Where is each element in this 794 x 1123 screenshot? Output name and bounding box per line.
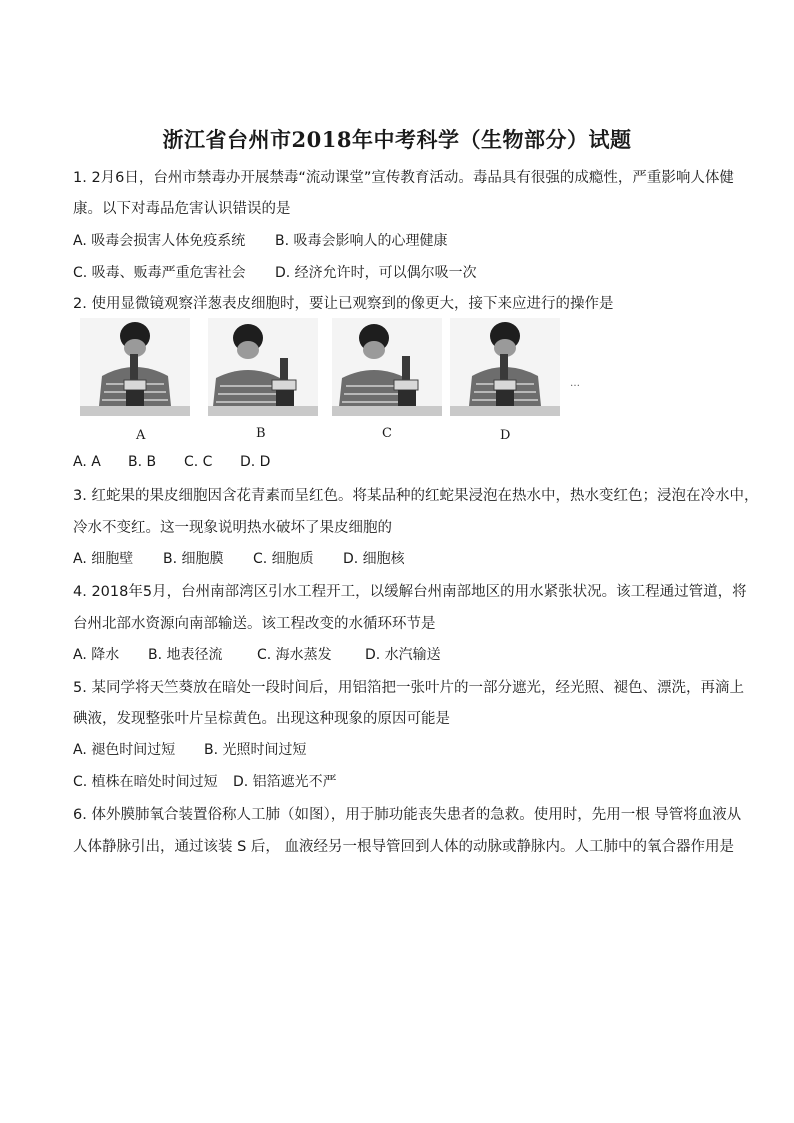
page-title: 浙江省台州市2018年中考科学（生物部分）试题 <box>162 127 632 152</box>
q4-option-a: A. 降水 <box>73 647 120 663</box>
q1-option-a: A. 吸毒会损害人体免疫系统 <box>73 233 246 249</box>
q2-option-b: B. B <box>128 454 157 470</box>
q3-option-c: C. 细胞质 <box>253 551 314 567</box>
figure-label-a: A <box>136 428 146 443</box>
q5-option-c: C. 植株在暗处时间过短 <box>73 774 218 790</box>
q1-option-d: D. 经济允许时，可以偶尔吸一次 <box>275 265 477 281</box>
figure-label-b: B <box>256 426 266 441</box>
q5-line-2: 碘液，发现整张叶片呈棕黄色。出现这种现象的原因可能是 <box>73 711 450 727</box>
figure-c-student-microscope <box>332 318 442 416</box>
q3-line-2: 冷水不变红。这一现象说明热水破坏了果皮细胞的 <box>73 520 392 536</box>
student-microscope-image <box>332 318 442 416</box>
q1-line-2: 康。以下对毒品危害认识错误的是 <box>73 201 291 217</box>
q3-option-a: A. 细胞壁 <box>73 551 134 567</box>
figure-a-student-microscope <box>80 318 190 416</box>
student-microscope-image <box>450 318 560 416</box>
q1-option-b: B. 吸毒会影响人的心理健康 <box>275 233 448 249</box>
q2-option-d: D. D <box>240 454 271 470</box>
student-microscope-image <box>80 318 190 416</box>
q4-line-1: 4. 2018年5月，台州南部湾区引水工程开工，以缓解台州南部地区的用水紧张状况。该工程通过管道，将 <box>73 584 747 600</box>
figure-b-student-microscope <box>208 318 318 416</box>
q5-option-b: B. 光照时间过短 <box>204 742 307 758</box>
q3-line-1: 3. 红蛇果的果皮细胞因含花青素而呈红色。将某品种的红蛇果浸泡在热水中，热水变红色；浸泡在冷水中， <box>73 488 759 504</box>
q6-line-1: 6. 体外膜肺氧合装置俗称人工肺（如图），用于肺功能丧失患者的急救。使用时，先用一根 导管将血液从 <box>73 807 742 823</box>
q2-line-1: 2. 使用显微镜观察洋葱表皮细胞时，要让已观察到的像更大，接下来应进行的操作是 <box>73 296 614 312</box>
figure-ellipsis: … <box>570 378 580 389</box>
figure-label-d: D <box>500 428 511 443</box>
q4-line-2: 台州北部水资源向南部输送。该工程改变的水循环环节是 <box>73 616 436 632</box>
student-microscope-image <box>208 318 318 416</box>
q1-option-c: C. 吸毒、贩毒严重危害社会 <box>73 265 246 281</box>
q5-option-a: A. 褪色时间过短 <box>73 742 176 758</box>
q4-option-c: C. 海水蒸发 <box>257 647 332 663</box>
q3-option-d: D. 细胞核 <box>343 551 405 567</box>
q2-option-a: A. A <box>73 454 101 470</box>
q4-option-d: D. 水汽输送 <box>365 647 441 663</box>
q6-line-2: 人体静脉引出，通过该装 S 后， 血液经另一根导管回到人体的动脉或静脉内。人工肺中的氧合器作用是 <box>73 839 735 855</box>
microscope-figure-row <box>80 318 600 443</box>
figure-d-student-microscope <box>450 318 560 416</box>
q1-line-1: 1. 2月6日，台州市禁毒办开展禁毒“流动课堂”宣传教育活动。毒品具有很强的成瘾性，严重影响人体健 <box>73 170 734 186</box>
q2-option-c: C. C <box>184 454 213 470</box>
figure-label-c: C <box>382 426 392 441</box>
q5-option-d: D. 铝箔遮光不严 <box>233 774 337 790</box>
q4-option-b: B. 地表径流 <box>148 647 223 663</box>
q3-option-b: B. 细胞膜 <box>163 551 224 567</box>
q5-line-1: 5. 某同学将天竺葵放在暗处一段时间后，用铝箔把一张叶片的一部分遮光，经光照、褪色、漂洗，再滴上 <box>73 680 744 696</box>
